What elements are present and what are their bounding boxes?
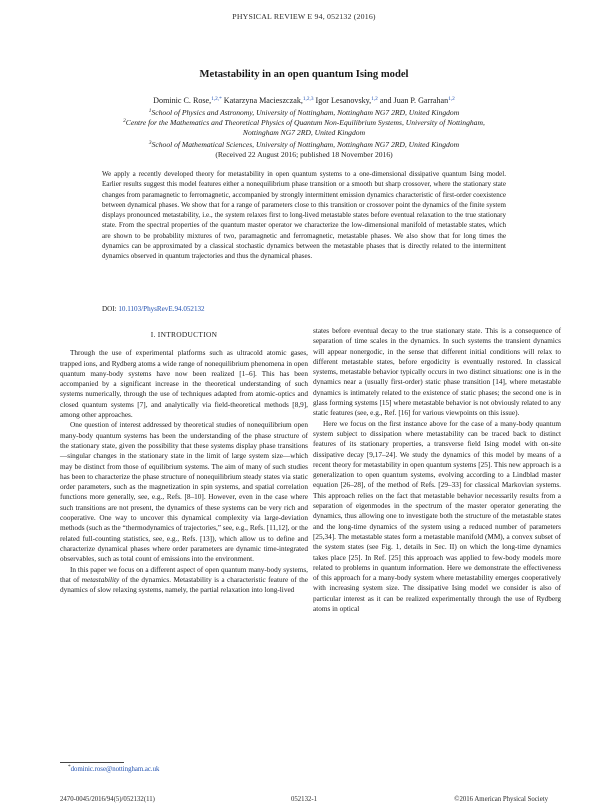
paragraph: Through the use of experimental platforms such as ultracold atomic gases, trapped ions, and Rydberg atoms a wide range of nonequilibrium phenomena in open quantum many-body systems have now been realized [1–6]. This has been accompanied by a significant increase in the theoretical understanding of such systems numerically, through the use of techniques adapted from atomic-optics and closed quantum systems [7], and analytically via field-theoretical methods [8,9], among other approaches. (60, 349, 308, 420)
footnote: *dominic.rose@nottingham.ac.uk (68, 764, 160, 773)
footnote-rule (60, 762, 124, 763)
doi (102, 305, 205, 313)
left-column (60, 326, 308, 595)
email-link[interactable]: dominic.rose@nottingham.ac.uk (70, 766, 160, 773)
affiliation-3: $^3$School of Mathematical Sciences, University of Nottingham, Nottingham NG7 2RD, United Kingdom (148, 140, 460, 149)
author-name[interactable]: and Juan P. Garrahan (377, 96, 449, 105)
paragraph: Here we focus on the first instance above for the case of a many-body quantum system subject to dissipation where metastability can be traced back to distinct features of its stationary properties, a transverse field Ising model with on-site dissipative decay [9,17–24]. We study the dynamics of this model by means of a recent theory for metastability in open quantum systems [25]. This new approach is a generalization to open quantum systems, evolving according to a Lindblad master equation [26–28], of the method of Refs. [29–33] for classical Markovian systems. This approach relies on the fact that metastable behavior necessarily results from a separation of eigenmodes in the spectrum of the master operator generating the dynamics, thus allowing one to investigate both the structure of the metastable states and the long-time dynamics of the system using a reduced number of parameters [25,34]. The metastable states form a metastable manifold (MM), a convex subset of the system states (see Fig. 1, details in Sec. II) on which the long-time dynamics takes place [25]. In Ref. [25] this approach was applied to few-body models more related to problems in quantum information. Here we demonstrate the effectiveness of this approach for a many-body system where metastability emerges cooperatively with increasing system size. The dissipative Ising model we consider is also of particular interest as it can be realized experimentally through the use of Rydberg atoms in optical (313, 419, 561, 614)
paragraph: states before eventual decay to the true stationary state. This is a consequence of separation of time scales in the dynamics. In such systems the transient dynamics will appear nonergodic, in the sense that different initial conditions will relax to different metastable states, before ergodicity is eventually restored. In classical systems, metastable behavior typically occurs in two distinct situations: one is in the dynamics near a (usually first-order) static phase transition [14], where metastable dynamics is intimately related to the existence of static phases; the second one is in glass forming systems [15] where metastable behavior is not obviously related to any static features (see, e.g., Ref. [16] for various viewpoints on this issue). (313, 327, 561, 418)
author-affiliation-mark[interactable]: 1,2 (371, 96, 378, 102)
author-affiliation-mark[interactable]: 1,2 (448, 96, 455, 102)
affiliation-2: $^2$Centre for the Mathematics and Theoretical Physics of Quantum Non-Equilibrium Systems, University of Nottingham, (123, 118, 485, 127)
footer-issn: 2470-0045/2016/94(5)/052132(11) (60, 796, 155, 803)
doi-link[interactable]: 10.1103/PhysRevE.94.052132 (118, 305, 205, 313)
received-dates: (Received 22 August 2016; published 18 November 2016) (215, 150, 393, 159)
paragraph: In this paper we focus on a different aspect of open quantum many-body systems, that of metastability of the dynamics. Metastability is a characteristic feature of the dynamics of slow relaxing systems, namely, the partial relaxation into long-lived (60, 565, 308, 595)
author-affiliation-mark[interactable]: 1,2,* (211, 96, 222, 102)
paper-title: Metastability in an open quantum Ising model (199, 69, 409, 80)
author-name[interactable]: Dominic C. Rose, (153, 96, 212, 105)
emphasis-text: metastability (81, 575, 120, 584)
author-affiliation-mark[interactable]: 1,2,3 (302, 96, 314, 102)
abstract: We apply a recently developed theory for metastability in open quantum systems to a one-dimensional dissipative quantum Ising model. Earlier results suggest this model features either a nonequilibrium phase transition or a smooth but sharp crossover, where the stationary state changes from paramagnetic to ferromagnetic, accompanied by strongly intermittent emission dynamics characteristic of first-order coexistence between dynamical phases. We show that for a range of parameters close to this transition or crossover point the dynamics of the finite system displays pronounced metastability, i.e., the system relaxes first to long-lived metastable states before eventual relaxation to the true stationary state. From the spectral properties of the quantum master operator we characterize the low-dimensional manifold of metastable states, which are shown to be probability mixtures of two, paramagnetic and ferromagnetic, metastable phases. We also show that for long times the dynamics can be approximated by a classical stochastic dynamics between the metastable phases that is directly related to the intermittent dynamics observed in quantum trajectories and thus the dynamical phases. (102, 170, 506, 261)
footer-copyright: ©2016 American Physical Society (454, 796, 548, 803)
footer-page-number: 052132-1 (290, 796, 318, 803)
author-list (60, 96, 548, 106)
journal-header: PHYSICAL REVIEW E 94, 052132 (2016) (232, 12, 376, 21)
author-name[interactable]: Igor Lesanovsky, (313, 96, 372, 105)
doi-label: DOI: (102, 305, 119, 313)
affiliation-1: $^1$School of Physics and Astronomy, University of Nottingham, Nottingham NG7 2RD, United Kingdom (148, 108, 460, 117)
paragraph: One question of interest addressed by theoretical studies of nonequilibrium open many-body quantum systems has been the understanding of the phase structure of the stationary state, given the possibility that these systems display phase transitions—singular changes in the stationary state in the limit of large system size—which may be distinct from those of equilibrium systems. The aim of many of such studies has been to characterize the phase structure of nonequilibrium steady states via static order parameters, such as the magnetization in spin systems, and spatial correlation functions more generally, see, e.g., Refs. [8–10]. However, even in the case where such transitions are not present, the dynamics of these systems can be very rich and cooperative. One way to uncover this dynamical complexity via large-deviation methods (such as the “thermodynamics of trajectories,” see, e.g., Refs. [11,12], or the related full-counting statistics, see, e.g., Refs. [13]), which allow us to define and characterize dynamical phases where order parameters are dynamic time-integrated observables, such as total count of emissions into the environment. (60, 421, 308, 564)
section-heading: I. INTRODUCTION (150, 330, 218, 339)
affiliation-2-cont: Nottingham NG7 2RD, United Kingdom (242, 128, 366, 137)
author-name[interactable]: Katarzyna Macieszczak, (221, 96, 303, 105)
right-column (313, 326, 561, 614)
